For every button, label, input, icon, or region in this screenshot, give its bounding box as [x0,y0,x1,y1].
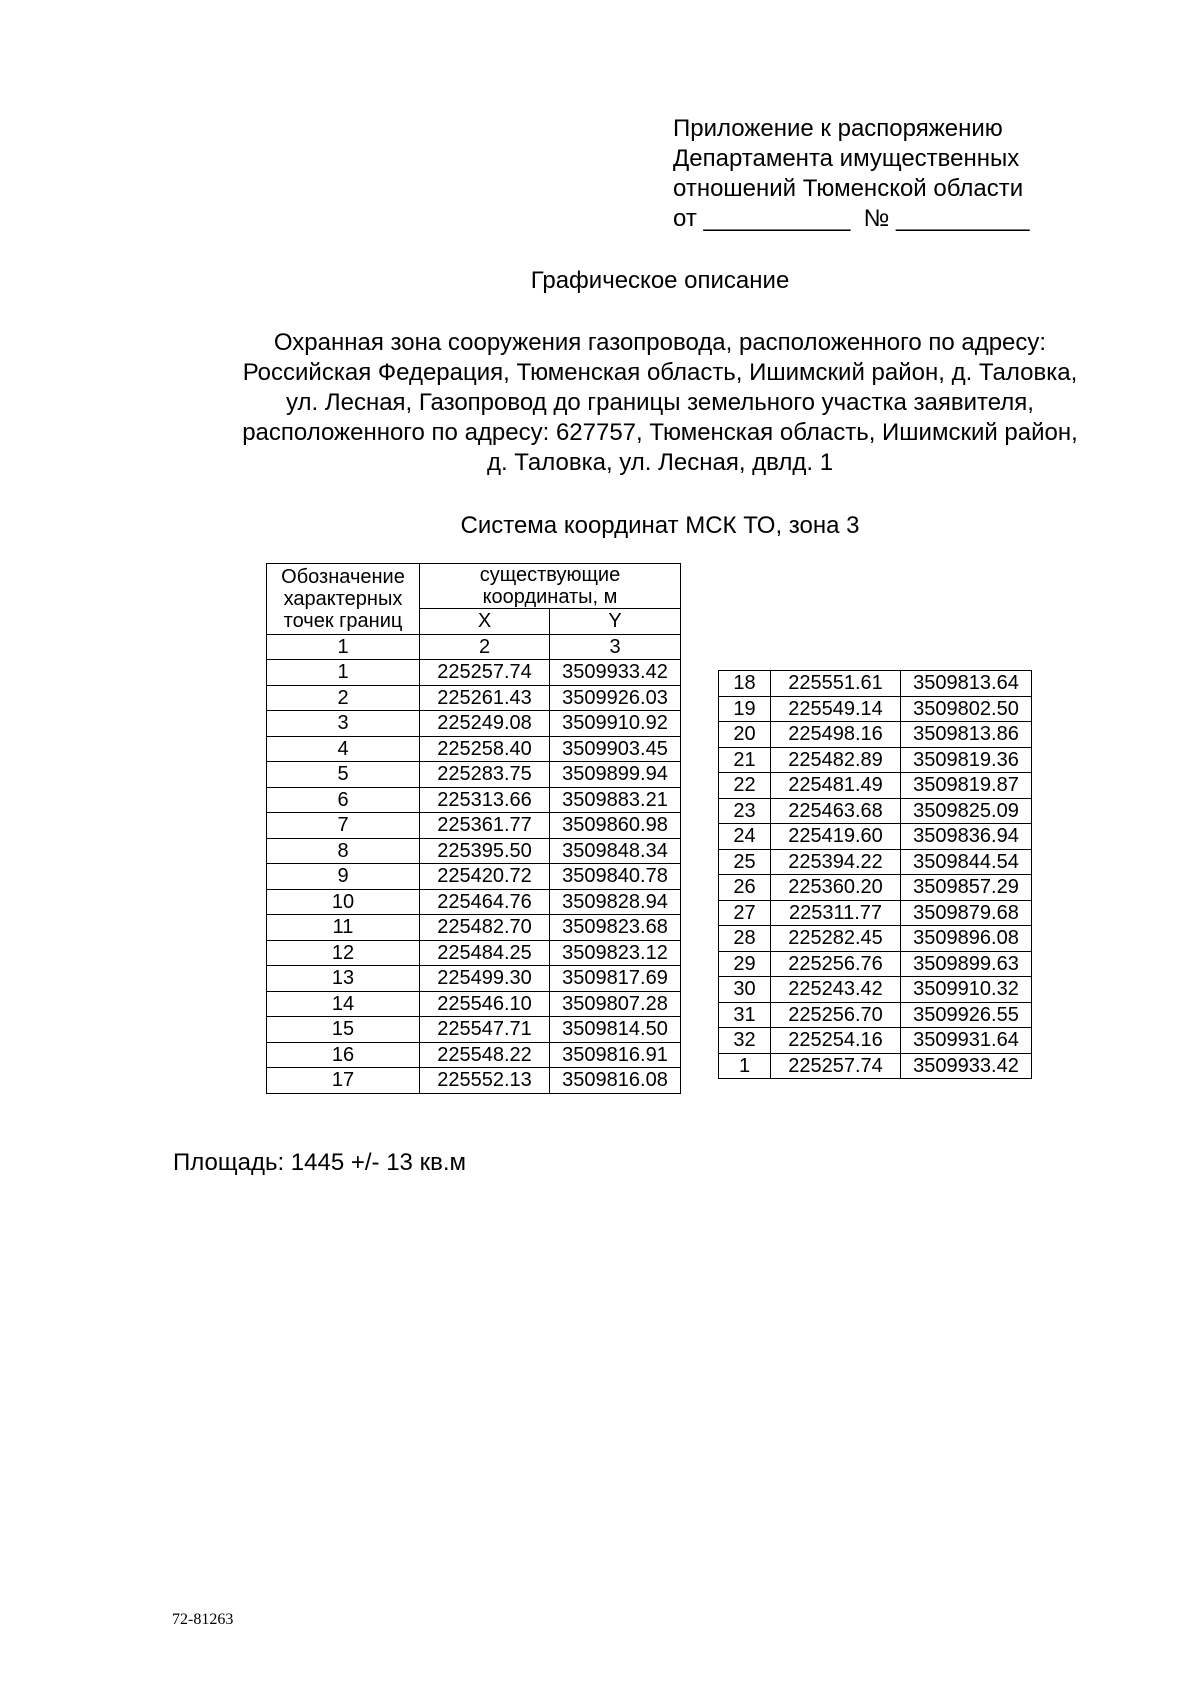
point-number-cell: 6 [267,787,420,813]
x-coordinate-cell: 225546.10 [420,991,550,1017]
column-number-1: 1 [267,634,420,660]
x-coordinate-cell: 225419.60 [771,824,901,850]
table-row [267,711,681,737]
table-row [267,762,681,788]
x-coordinate-cell: 225464.76 [420,889,550,915]
x-coordinate-cell: 225463.68 [771,798,901,824]
x-coordinate-cell: 225484.25 [420,940,550,966]
table-row [267,685,681,711]
x-coordinate-cell: 225395.50 [420,838,550,864]
y-coordinate-cell: 3509817.69 [550,966,681,992]
point-number-cell: 18 [719,671,771,697]
y-coordinate-cell: 3509879.68 [901,900,1032,926]
y-coordinate-cell: 3509899.63 [901,951,1032,977]
x-coordinate-cell: 225361.77 [420,813,550,839]
table-row [267,966,681,992]
y-coordinate-cell: 3509819.36 [901,747,1032,773]
y-coordinate-cell: 3509813.64 [901,671,1032,697]
point-number-cell: 16 [267,1042,420,1068]
x-coordinate-cell: 225249.08 [420,711,550,737]
point-number-cell: 22 [719,773,771,799]
table-row [267,787,681,813]
table-row [267,838,681,864]
x-coordinate-cell: 225552.13 [420,1068,550,1094]
point-number-cell: 1 [267,660,420,686]
y-coordinate-cell: 3509848.34 [550,838,681,864]
x-coordinate-cell: 225549.14 [771,696,901,722]
table-row [719,926,1032,952]
point-number-cell: 8 [267,838,420,864]
coordinates-table-left [266,563,681,1094]
point-number-cell: 24 [719,824,771,850]
column-number-3: 3 [550,634,681,660]
x-coordinate-cell: 225481.49 [771,773,901,799]
y-coordinate-cell: 3509860.98 [550,813,681,839]
point-number-cell: 20 [719,722,771,748]
x-coordinate-cell: 225498.16 [771,722,901,748]
y-coordinate-cell: 3509816.91 [550,1042,681,1068]
table-row [267,864,681,890]
y-coordinate-cell: 3509802.50 [901,696,1032,722]
table-row [719,798,1032,824]
x-coordinate-cell: 225394.22 [771,849,901,875]
y-coordinate-cell: 3509910.92 [550,711,681,737]
y-coordinate-cell: 3509933.42 [901,1053,1032,1079]
y-coordinate-cell: 3509933.42 [550,660,681,686]
x-coordinate-cell: 225551.61 [771,671,901,697]
column-number-2: 2 [420,634,550,660]
appendix-line-4: от ___________ № __________ [673,205,1030,232]
point-number-cell: 5 [267,762,420,788]
table-row [267,736,681,762]
table-row [267,1068,681,1094]
point-number-cell: 11 [267,915,420,941]
table-row [719,696,1032,722]
point-number-cell: 28 [719,926,771,952]
table-row [267,889,681,915]
x-coordinate-cell: 225547.71 [420,1017,550,1043]
x-coordinate-cell: 225243.42 [771,977,901,1003]
y-coordinate-cell: 3509825.09 [901,798,1032,824]
point-number-cell: 3 [267,711,420,737]
y-axis-header: Y [550,609,681,635]
point-number-cell: 26 [719,875,771,901]
description-line-2: Российская Федерация, Тюменская область, Ишимский район, д. Таловка, [242,359,1078,386]
appendix-line-3: отношений Тюменской области [673,175,1024,202]
y-coordinate-cell: 3509814.50 [550,1017,681,1043]
point-number-cell: 12 [267,940,420,966]
point-number-cell: 1 [719,1053,771,1079]
y-coordinate-cell: 3509813.86 [901,722,1032,748]
point-number-cell: 2 [267,685,420,711]
x-coordinate-cell: 225254.16 [771,1028,901,1054]
point-number-cell: 31 [719,1002,771,1028]
y-coordinate-cell: 3509857.29 [901,875,1032,901]
table-row [719,824,1032,850]
point-number-cell: 10 [267,889,420,915]
y-coordinate-cell: 3509899.94 [550,762,681,788]
y-coordinate-cell: 3509903.45 [550,736,681,762]
table-row [719,849,1032,875]
y-coordinate-cell: 3509931.64 [901,1028,1032,1054]
point-number-cell: 29 [719,951,771,977]
description-line-4: расположенного по адресу: 627757, Тюменская область, Ишимский район, [242,419,1078,446]
table-row [719,977,1032,1003]
point-number-cell: 30 [719,977,771,1003]
appendix-line-1: Приложение к распоряжению [673,115,1003,142]
y-coordinate-cell: 3509844.54 [901,849,1032,875]
table-row [719,722,1032,748]
table-row [267,991,681,1017]
table-row [267,940,681,966]
table-row [719,875,1032,901]
header-row [267,564,681,609]
table-row [719,671,1032,697]
point-number-cell: 17 [267,1068,420,1094]
y-coordinate-cell: 3509896.08 [901,926,1032,952]
y-coordinate-cell: 3509836.94 [901,824,1032,850]
description-line-3: ул. Лесная, Газопровод до границы земельного участка заявителя, [286,389,1034,416]
y-coordinate-cell: 3509823.68 [550,915,681,941]
y-coordinate-cell: 3509910.32 [901,977,1032,1003]
zone-description [0,328,1200,478]
coordinates-table-right [718,670,1032,1079]
table-row [719,1053,1032,1079]
x-coordinate-cell: 225311.77 [771,900,901,926]
table-row [719,1002,1032,1028]
point-number-cell: 4 [267,736,420,762]
table-row [719,773,1032,799]
table-row [267,660,681,686]
table-row [719,747,1032,773]
point-number-cell: 15 [267,1017,420,1043]
coordinate-system-label: Система координат МСК ТО, зона 3 [460,512,860,539]
x-coordinate-cell: 225360.20 [771,875,901,901]
point-number-cell: 21 [719,747,771,773]
table-row [719,1028,1032,1054]
point-designation-header: Обозначение характерных точек границ [267,564,420,635]
appendix-header [673,114,1030,234]
description-line-5: д. Таловка, ул. Лесная, двлд. 1 [486,449,834,476]
table-row [719,951,1032,977]
point-number-cell: 9 [267,864,420,890]
x-coordinate-cell: 225257.74 [420,660,550,686]
point-number-cell: 14 [267,991,420,1017]
x-coordinate-cell: 225482.89 [771,747,901,773]
x-coordinate-cell: 225482.70 [420,915,550,941]
area-label: Площадь: 1445 +/- 13 кв.м [173,1149,466,1176]
y-coordinate-cell: 3509816.08 [550,1068,681,1094]
y-coordinate-cell: 3509840.78 [550,864,681,890]
x-coordinate-cell: 225499.30 [420,966,550,992]
point-number-cell: 19 [719,696,771,722]
appendix-line-2: Департамента имущественных [673,145,1020,172]
point-number-cell: 27 [719,900,771,926]
y-coordinate-cell: 3509883.21 [550,787,681,813]
table-row [267,915,681,941]
document-title: Графическое описание [530,267,790,294]
y-coordinate-cell: 3509926.55 [901,1002,1032,1028]
x-axis-header: X [420,609,550,635]
x-coordinate-cell: 225256.70 [771,1002,901,1028]
x-coordinate-cell: 225258.40 [420,736,550,762]
document-number: 72-81263 [172,1611,234,1628]
y-coordinate-cell: 3509926.03 [550,685,681,711]
description-line-1: Охранная зона сооружения газопровода, расположенного по адресу: [273,329,1047,356]
point-number-cell: 23 [719,798,771,824]
y-coordinate-cell: 3509828.94 [550,889,681,915]
x-coordinate-cell: 225313.66 [420,787,550,813]
column-number-row [267,634,681,660]
point-number-cell: 32 [719,1028,771,1054]
y-coordinate-cell: 3509819.87 [901,773,1032,799]
x-coordinate-cell: 225420.72 [420,864,550,890]
table-row [267,813,681,839]
point-number-cell: 25 [719,849,771,875]
x-coordinate-cell: 225257.74 [771,1053,901,1079]
table-row [267,1017,681,1043]
x-coordinate-cell: 225282.45 [771,926,901,952]
x-coordinate-cell: 225261.43 [420,685,550,711]
x-coordinate-cell: 225548.22 [420,1042,550,1068]
point-number-cell: 7 [267,813,420,839]
point-number-cell: 13 [267,966,420,992]
x-coordinate-cell: 225283.75 [420,762,550,788]
x-coordinate-cell: 225256.76 [771,951,901,977]
existing-coordinates-header: существующие координаты, м [420,564,681,609]
y-coordinate-cell: 3509823.12 [550,940,681,966]
table-row [267,1042,681,1068]
y-coordinate-cell: 3509807.28 [550,991,681,1017]
table-row [719,900,1032,926]
